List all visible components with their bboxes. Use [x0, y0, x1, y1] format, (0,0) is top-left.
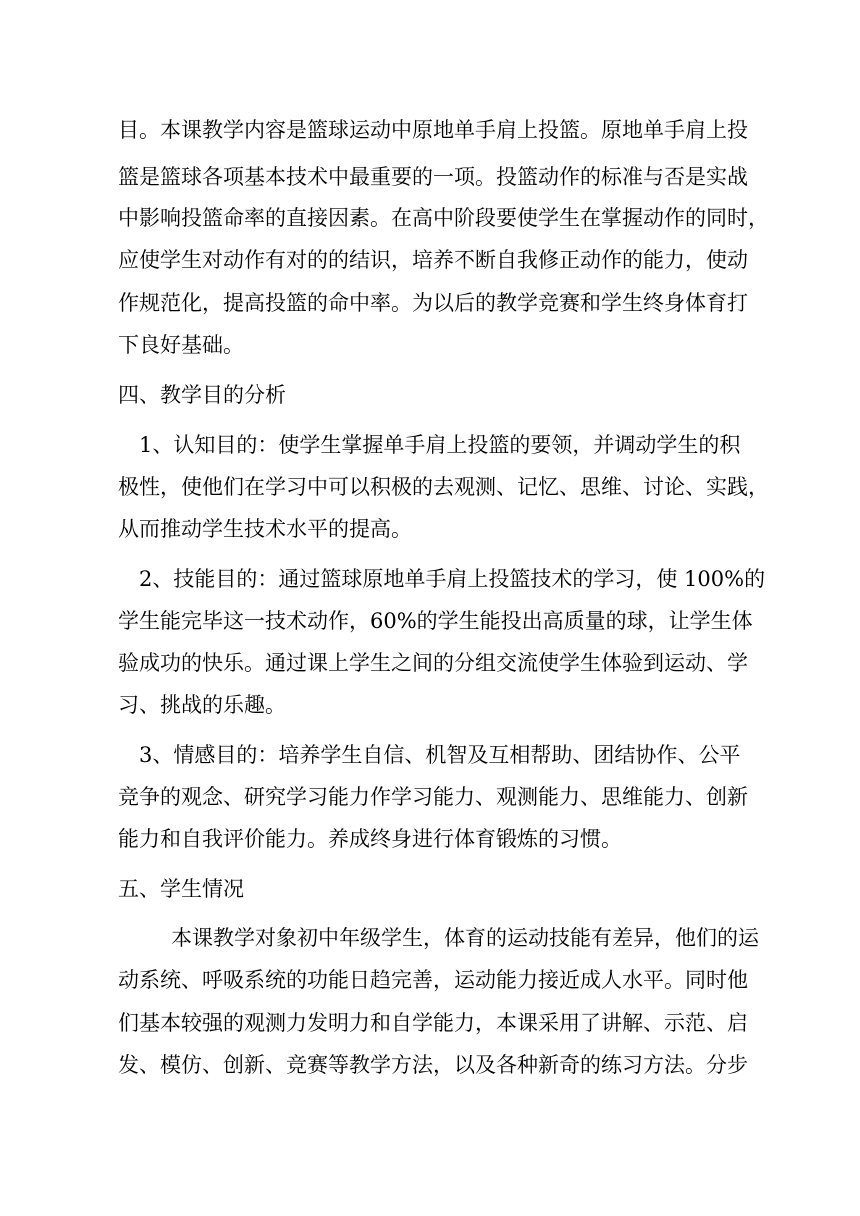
paragraph-line: 们基本较强的观测力发明力和自学能力，本课采用了讲解、示范、启: [118, 1011, 748, 1035]
paragraph-line: 目。本课教学内容是篮球运动中原地单手肩上投篮。原地单手肩上投: [118, 118, 748, 142]
paragraph-line: 篮是篮球各项基本技术中最重要的一项。投篮动作的标准与否是实战: [118, 165, 748, 189]
section-heading: 五、学生情况: [118, 877, 244, 901]
section-heading: 四、教学目的分析: [118, 383, 286, 407]
paragraph-line: 动系统、呼吸系统的功能日趋完善，运动能力接近成人水平。同时他: [118, 968, 748, 992]
paragraph-line: 发、模仿、创新、竞赛等教学方法，以及各种新奇的练习方法。分步: [118, 1053, 748, 1077]
paragraph-line: 竞争的观念、研究学习能力作学习能力、观测能力、思维能力、创新: [118, 785, 748, 809]
paragraph-line: 下良好基础。: [118, 333, 244, 357]
paragraph-start: 本课教学对象初中年级学生，体育的运动技能有差异，他们的运: [171, 926, 759, 950]
paragraph-line: 极性，使他们在学习中可以积极的去观测、记忆、思维、讨论、实践，: [118, 475, 769, 499]
paragraph-line: 学生能完毕这一技术动作，60%的学生能投出高质量的球，让学生体: [118, 609, 753, 633]
paragraph-line: 应使学生对动作有对的的结识，培养不断自我修正动作的能力，使动: [118, 248, 748, 272]
list-item-start: 2、技能目的：通过篮球原地单手肩上投篮技术的学习，使 100%的: [139, 567, 766, 591]
list-item-start: 1、认知目的：使学生掌握单手肩上投篮的要领，并调动学生的积: [139, 433, 741, 457]
paragraph-line: 作规范化，提高投篮的命中率。为以后的教学竞赛和学生终身体育打: [118, 291, 748, 315]
paragraph-line: 中影响投篮命率的直接因素。在高中阶段要使学生在掌握动作的同时，: [118, 206, 769, 230]
paragraph-line: 验成功的快乐。通过课上学生之间的分组交流使学生体验到运动、学: [118, 651, 748, 675]
paragraph-line: 从而推动学生技术水平的提高。: [118, 517, 412, 541]
paragraph-line: 能力和自我评价能力。养成终身进行体育锻炼的习惯。: [118, 827, 622, 851]
list-item-start: 3、情感目的：培养学生自信、机智及互相帮助、团结协作、公平: [139, 743, 741, 767]
paragraph-line: 习、挑战的乐趣。: [118, 693, 286, 717]
